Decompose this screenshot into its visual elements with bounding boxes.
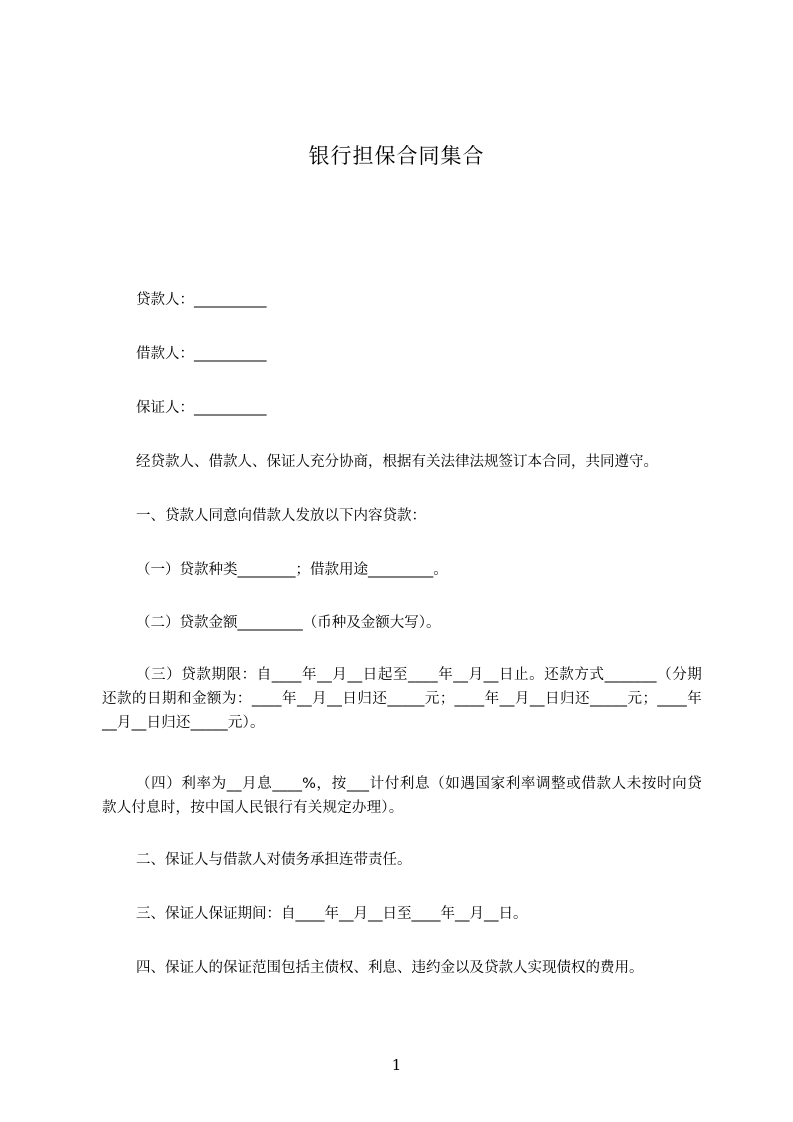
clause-4: 四、保证人的保证范围包括主债权、利息、违约金以及贷款人实现债权的费用。 bbox=[136, 960, 644, 976]
clause-1-heading: 一、贷款人同意向借款人发放以下内容贷款： bbox=[136, 508, 426, 524]
preamble-paragraph: 经贷款人、借款人、保证人充分协商，根据有关法律法规签订本合同，共同遵守。 bbox=[136, 454, 658, 470]
borrower-field: 借款人：__________ bbox=[136, 346, 267, 362]
clause-1-item-1: （一）贷款种类________；借款用途_________。 bbox=[136, 562, 448, 578]
clause-1-item-3: （三）贷款期限：自____年__月__日起至____年__月__日止。还款方式_______（分期还款的日期和金额为：____年__月__日归还_____元；____年__月__日归还_____元；____年__月__日归还_____元）。 bbox=[102, 667, 702, 731]
clause-1-item-4: （四）利率为__月息____%，按___计付利息（如遇国家利率调整或借款人未按时向贷款人付息时，按中国人民银行有关规定办理）。 bbox=[102, 776, 702, 816]
guarantor-field: 保证人：__________ bbox=[136, 400, 267, 416]
page-title: 银行担保合同集合 bbox=[308, 144, 485, 168]
lender-field: 贷款人：__________ bbox=[136, 292, 267, 308]
clause-2: 二、保证人与借款人对债务承担连带责任。 bbox=[136, 852, 412, 868]
page-number: 1 bbox=[391, 1056, 402, 1074]
clause-3: 三、保证人保证期间：自____年__月__日至____年__月__日。 bbox=[136, 906, 528, 922]
clause-1-item-2: （二）贷款金额_________（币种及金额大写）。 bbox=[136, 615, 441, 631]
